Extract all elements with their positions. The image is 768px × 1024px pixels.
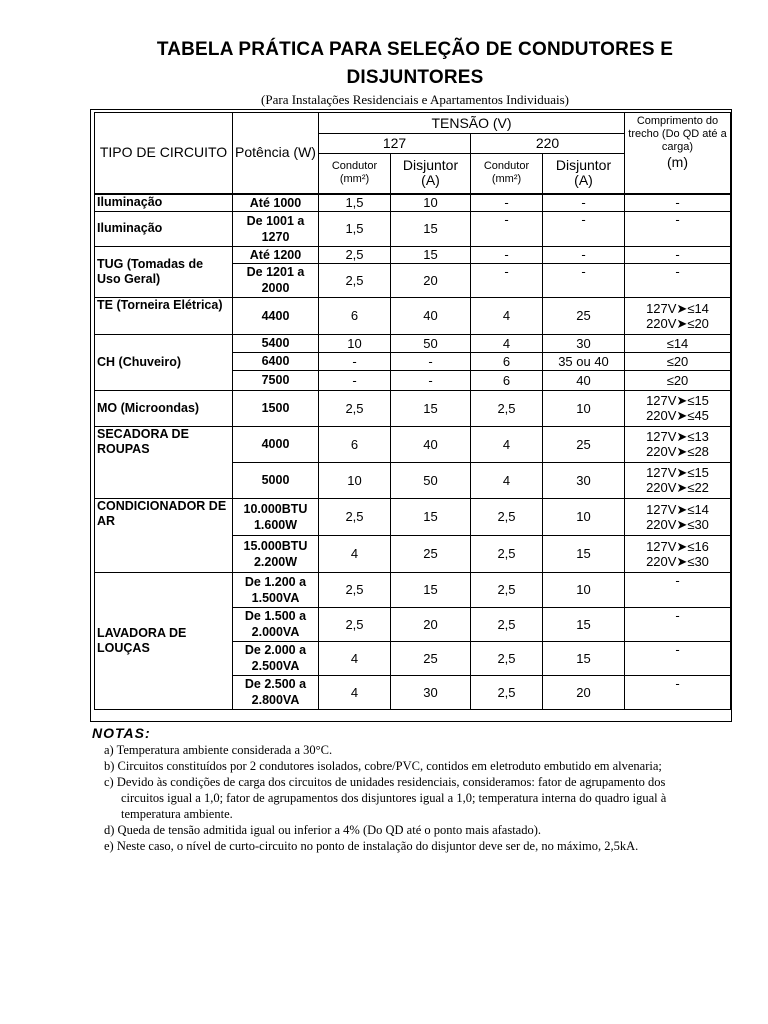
header-tipo: TIPO DE CIRCUITO (95, 113, 233, 194)
disjuntor-220-cell: 40 (543, 370, 625, 390)
comprimento-line: 127V➤≤14 (646, 300, 709, 316)
disjuntor-220-cell: 15 (543, 607, 625, 641)
disjuntor-127-cell: 15 (391, 246, 471, 263)
disjuntor-220-cell: - (543, 263, 625, 297)
page-title (100, 36, 730, 92)
condutor-220-cell: 4 (471, 297, 543, 334)
disjuntor-220-cell: - (543, 194, 625, 212)
comprimento-cell (625, 426, 731, 462)
disjuntor-220-cell: 20 (543, 675, 625, 709)
condutor-220-cell: 6 (471, 352, 543, 370)
potencia-cell: 7500 (233, 370, 319, 390)
condutor-127-cell: 1,5 (319, 211, 391, 246)
header-condutor-127: Condutor (mm²) (319, 154, 391, 194)
potencia-cell: 1500 (233, 390, 319, 426)
condutor-127-cell: 4 (319, 641, 391, 675)
disjuntor-220-cell: 10 (543, 390, 625, 426)
comprimento-cell: - (625, 211, 731, 246)
potencia-cell: Até 1000 (233, 194, 319, 212)
disjuntor-220-cell: 35 ou 40 (543, 352, 625, 370)
note-item: e) Neste caso, o nível de curto-circuito no ponto de instalação do disjuntor deve ser de, no máximo, 2,5kA. (104, 839, 639, 853)
disjuntor-220-cell: 15 (543, 535, 625, 572)
comprimento-cell: ≤14 (625, 334, 731, 352)
disjuntor-220-cell: 30 (543, 462, 625, 498)
comprimento-cell: - (625, 572, 731, 607)
header-disjuntor-127: Disjuntor (A) (391, 154, 471, 194)
disjuntor-127-cell: 50 (391, 334, 471, 352)
header-condutor-220: Condutor (mm²) (471, 154, 543, 194)
comprimento-line: 220V➤≤45 (646, 408, 709, 423)
notes-heading: NOTAS: (92, 725, 151, 741)
circuit-cell: LAVADORA DE LOUÇAS (95, 572, 233, 709)
potencia-cell: 10.000BTU 1.600W (233, 498, 319, 535)
note-item: b) Circuitos constituídos por 2 condutores isolados, cobre/PVC, contidos em eletroduto embutido em alvenaria; (104, 759, 662, 773)
notes-section (92, 724, 694, 854)
potencia-cell: 4400 (233, 297, 319, 334)
comprimento-cell: - (625, 607, 731, 641)
comprimento-cell: - (625, 194, 731, 212)
circuit-cell: Iluminação (95, 194, 233, 212)
header-127: 127 (319, 134, 471, 154)
disjuntor-127-cell: 20 (391, 263, 471, 297)
selection-table (94, 112, 731, 710)
condutor-220-cell: 6 (471, 370, 543, 390)
comprimento-line: 127V➤≤16 (646, 538, 709, 554)
note-item: d) Queda de tensão admitida igual ou inferior a 4% (Do QD até o ponto mais afastado). (104, 823, 542, 837)
condutor-220-cell: - (471, 194, 543, 212)
comprimento-cell: - (625, 263, 731, 297)
disjuntor-220-cell: 10 (543, 572, 625, 607)
disjuntor-127-cell: 15 (391, 211, 471, 246)
condutor-220-cell: - (471, 246, 543, 263)
comprimento-cell: - (625, 675, 731, 709)
title-line-2: DISJUNTORES (346, 67, 484, 88)
header-comprimento-text: Comprimento do trecho (Do QD até a carga) (628, 115, 727, 153)
comprimento-line: 127V➤≤14 (646, 501, 709, 517)
comprimento-line: 127V➤≤15 (646, 465, 709, 480)
disjuntor-127-cell: 15 (391, 572, 471, 607)
condutor-220-cell: - (471, 211, 543, 246)
disjuntor-127-cell: 15 (391, 390, 471, 426)
disjuntor-127-cell: 50 (391, 462, 471, 498)
condutor-127-cell: 2,5 (319, 607, 391, 641)
disjuntor-127-cell: 20 (391, 607, 471, 641)
circuit-cell: CH (Chuveiro) (95, 334, 233, 390)
potencia-cell: De 1.500 a 2.000VA (233, 607, 319, 641)
disjuntor-127-cell: 40 (391, 297, 471, 334)
condutor-127-cell: 1,5 (319, 194, 391, 212)
disjuntor-127-cell: 10 (391, 194, 471, 212)
potencia-cell: De 1001 a 1270 (233, 211, 319, 246)
comprimento-line: 127V➤≤15 (646, 393, 709, 408)
circuit-cell: TE (Torneira Elétrica) (95, 297, 233, 334)
disjuntor-127-cell: - (391, 352, 471, 370)
condutor-220-cell: 2,5 (471, 498, 543, 535)
comprimento-line: 220V➤≤30 (646, 516, 709, 532)
disjuntor-127-cell: 40 (391, 426, 471, 462)
note-item: a) Temperatura ambiente considerada a 30°C. (104, 743, 333, 757)
disjuntor-220-cell: 15 (543, 641, 625, 675)
condutor-220-cell: 2,5 (471, 572, 543, 607)
disjuntor-220-cell: - (543, 246, 625, 263)
condutor-127-cell: 2,5 (319, 498, 391, 535)
potencia-cell: Até 1200 (233, 246, 319, 263)
condutor-220-cell: 2,5 (471, 535, 543, 572)
condutor-127-cell: 10 (319, 462, 391, 498)
potencia-cell: 5000 (233, 462, 319, 498)
condutor-127-cell: - (319, 370, 391, 390)
condutor-127-cell: 2,5 (319, 572, 391, 607)
disjuntor-127-cell: 25 (391, 535, 471, 572)
circuit-cell: Iluminação (95, 211, 233, 246)
condutor-220-cell: 2,5 (471, 641, 543, 675)
comprimento-cell: ≤20 (625, 352, 731, 370)
condutor-127-cell: 6 (319, 426, 391, 462)
note-item: c) Devido às condições de carga dos circuitos de unidades residenciais, consideramos: fator de agrupamento dos circuitos igual a 1,0; fator de agrupamentos dos disjuntores igual a 1,0; temperatura interna do quadro igual à temperatura ambiente. (104, 775, 667, 821)
comprimento-cell (625, 535, 731, 572)
circuit-cell: MO (Microondas) (95, 390, 233, 426)
circuit-cell: SECADORA DE ROUPAS (95, 426, 233, 498)
potencia-cell: 15.000BTU 2.200W (233, 535, 319, 572)
condutor-220-cell: 2,5 (471, 390, 543, 426)
header-potencia: Potência (W) (233, 113, 319, 194)
disjuntor-220-cell: 25 (543, 426, 625, 462)
condutor-127-cell: 6 (319, 297, 391, 334)
comprimento-cell (625, 498, 731, 535)
comprimento-line: 220V➤≤30 (646, 553, 709, 569)
page-subtitle: (Para Instalações Residenciais e Apartamentos Individuais) (261, 92, 569, 107)
condutor-220-cell: 4 (471, 334, 543, 352)
condutor-127-cell: 2,5 (319, 390, 391, 426)
condutor-220-cell: 2,5 (471, 607, 543, 641)
circuit-cell: CONDICIONADOR DE AR (95, 498, 233, 572)
condutor-220-cell: 2,5 (471, 675, 543, 709)
disjuntor-220-cell: 10 (543, 498, 625, 535)
comprimento-cell (625, 297, 731, 334)
circuit-cell: TUG (Tomadas de Uso Geral) (95, 246, 233, 297)
disjuntor-220-cell: 30 (543, 334, 625, 352)
title-line-1: TABELA PRÁTICA PARA SELEÇÃO DE CONDUTORES E (156, 39, 674, 60)
disjuntor-127-cell: 15 (391, 498, 471, 535)
comprimento-cell: ≤20 (625, 370, 731, 390)
header-comprimento-unit: (m) (667, 154, 688, 170)
comprimento-line: 220V➤≤22 (646, 480, 709, 495)
disjuntor-127-cell: 30 (391, 675, 471, 709)
header-tensao: TENSÃO (V) (319, 113, 625, 134)
condutor-220-cell: 4 (471, 462, 543, 498)
condutor-127-cell: 4 (319, 535, 391, 572)
condutor-220-cell: 4 (471, 426, 543, 462)
comprimento-cell (625, 390, 731, 426)
potencia-cell: 5400 (233, 334, 319, 352)
potencia-cell: De 2.500 a 2.800VA (233, 675, 319, 709)
condutor-127-cell: 2,5 (319, 246, 391, 263)
comprimento-line: 127V➤≤13 (646, 429, 709, 444)
header-disjuntor-220: Disjuntor (A) (543, 154, 625, 194)
potencia-cell: De 1.200 a 1.500VA (233, 572, 319, 607)
comprimento-cell (625, 462, 731, 498)
header-220: 220 (471, 134, 625, 154)
condutor-127-cell: 10 (319, 334, 391, 352)
disjuntor-220-cell: - (543, 211, 625, 246)
disjuntor-220-cell: 25 (543, 297, 625, 334)
potencia-cell: De 1201 a 2000 (233, 263, 319, 297)
condutor-127-cell: 2,5 (319, 263, 391, 297)
header-comprimento (625, 113, 731, 194)
disjuntor-127-cell: 25 (391, 641, 471, 675)
condutor-127-cell: - (319, 352, 391, 370)
comprimento-cell: - (625, 641, 731, 675)
condutor-220-cell: - (471, 263, 543, 297)
potencia-cell: 6400 (233, 352, 319, 370)
comprimento-line: 220V➤≤20 (646, 315, 709, 331)
disjuntor-127-cell: - (391, 370, 471, 390)
potencia-cell: 4000 (233, 426, 319, 462)
comprimento-cell: - (625, 246, 731, 263)
comprimento-line: 220V➤≤28 (646, 444, 709, 459)
potencia-cell: De 2.000 a 2.500VA (233, 641, 319, 675)
condutor-127-cell: 4 (319, 675, 391, 709)
